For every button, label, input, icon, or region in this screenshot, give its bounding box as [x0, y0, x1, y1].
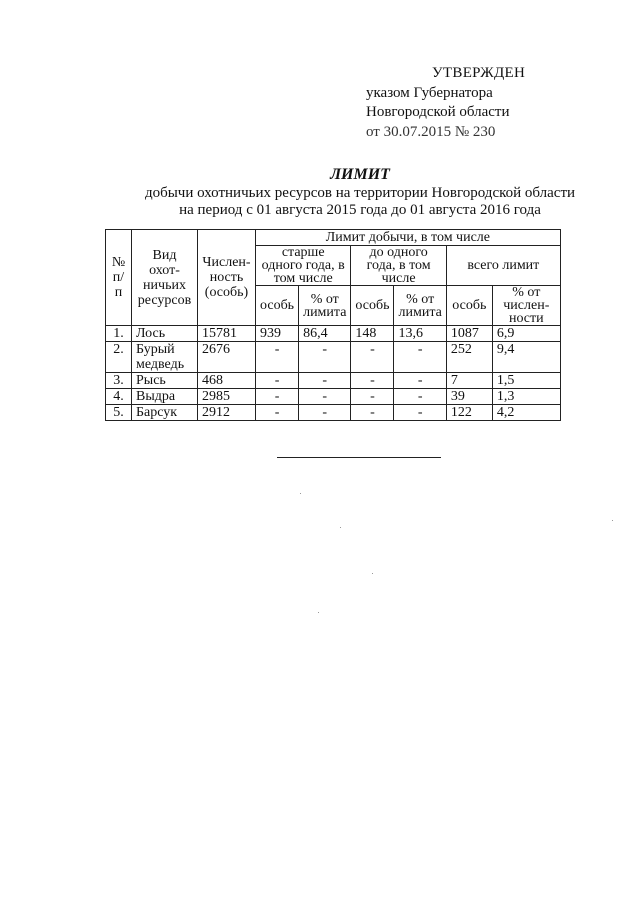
row-older-osob: - — [256, 389, 299, 405]
table-row — [106, 405, 561, 421]
row-num: 1. — [106, 326, 132, 342]
approval-block — [366, 64, 616, 142]
row-count: 15781 — [198, 326, 256, 342]
header-older-osob: особь — [256, 286, 299, 326]
table-row — [106, 389, 561, 405]
row-total-osob: 252 — [446, 342, 492, 373]
row-younger-pct: 13,6 — [394, 326, 446, 342]
row-count: 2912 — [198, 405, 256, 421]
row-younger-osob: 148 — [351, 326, 394, 342]
table-row — [106, 373, 561, 389]
row-younger-pct: - — [394, 373, 446, 389]
approval-decree-date: от 30.07.2015 № 230 — [366, 123, 496, 140]
row-younger-pct: - — [394, 389, 446, 405]
row-total-pct: 6,9 — [492, 326, 560, 342]
row-older-osob: - — [256, 342, 299, 373]
header-species: Вид охот- ничьих ресурсов — [132, 230, 198, 326]
row-older-osob: 939 — [256, 326, 299, 342]
row-total-pct: 4,2 — [492, 405, 560, 421]
document-subtitle — [0, 185, 640, 219]
row-species: Рысь — [132, 373, 198, 389]
row-species: Выдра — [132, 389, 198, 405]
row-num: 4. — [106, 389, 132, 405]
document-title: ЛИМИТ — [330, 166, 390, 183]
row-younger-osob: - — [351, 342, 394, 373]
row-total-osob: 1087 — [446, 326, 492, 342]
row-older-pct: - — [299, 389, 351, 405]
row-older-pct: - — [299, 373, 351, 389]
row-younger-osob: - — [351, 373, 394, 389]
header-younger: до одного года, в том числе — [351, 246, 446, 286]
header-total: всего лимит — [446, 246, 560, 286]
row-count: 468 — [198, 373, 256, 389]
row-younger-pct: - — [394, 405, 446, 421]
row-species: Барсук — [132, 405, 198, 421]
row-total-osob: 39 — [446, 389, 492, 405]
header-older: старше одного года, в том числе — [256, 246, 351, 286]
row-younger-osob: - — [351, 405, 394, 421]
scan-speck — [372, 573, 373, 574]
approval-issuer: указом Губернатора — [366, 84, 493, 101]
approval-heading: УТВЕРЖДЕН — [432, 65, 526, 81]
header-count: Числен- ность (особь) — [198, 230, 256, 326]
row-older-osob: - — [256, 373, 299, 389]
header-younger-osob: особь — [351, 286, 394, 326]
header-younger-pct: % от лимита — [394, 286, 446, 326]
scan-speck — [318, 612, 319, 613]
row-species: Бурый медведь — [132, 342, 198, 373]
row-num: 5. — [106, 405, 132, 421]
row-older-pct: 86,4 — [299, 326, 351, 342]
row-older-osob: - — [256, 405, 299, 421]
subtitle-line-1: добычи охотничьих ресурсов на территории Новгородской области — [144, 185, 576, 201]
row-older-pct: - — [299, 405, 351, 421]
scan-speck — [340, 527, 341, 528]
header-num: № п/п — [106, 230, 132, 326]
table-row — [106, 342, 561, 373]
row-num: 3. — [106, 373, 132, 389]
scan-speck — [612, 520, 613, 521]
row-total-pct: 1,3 — [492, 389, 560, 405]
scan-speck — [300, 493, 301, 494]
header-total-pct: % от числен- ности — [492, 286, 560, 326]
closing-line — [277, 457, 441, 458]
row-count: 2985 — [198, 389, 256, 405]
header-limit-group: Лимит добычи, в том числе — [256, 230, 561, 246]
header-total-osob: особь — [446, 286, 492, 326]
limit-table — [105, 229, 561, 421]
row-count: 2676 — [198, 342, 256, 373]
row-total-osob: 7 — [446, 373, 492, 389]
row-younger-osob: - — [351, 389, 394, 405]
row-num: 2. — [106, 342, 132, 373]
row-younger-pct: - — [394, 342, 446, 373]
table-row — [106, 326, 561, 342]
row-total-osob: 122 — [446, 405, 492, 421]
approval-region: Новгородской области — [366, 104, 510, 120]
header-older-pct: % от лимита — [299, 286, 351, 326]
row-total-pct: 1,5 — [492, 373, 560, 389]
subtitle-line-2: на период с 01 августа 2015 года до 01 августа 2016 года — [179, 202, 541, 218]
row-total-pct: 9,4 — [492, 342, 560, 373]
row-species: Лось — [132, 326, 198, 342]
row-older-pct: - — [299, 342, 351, 373]
